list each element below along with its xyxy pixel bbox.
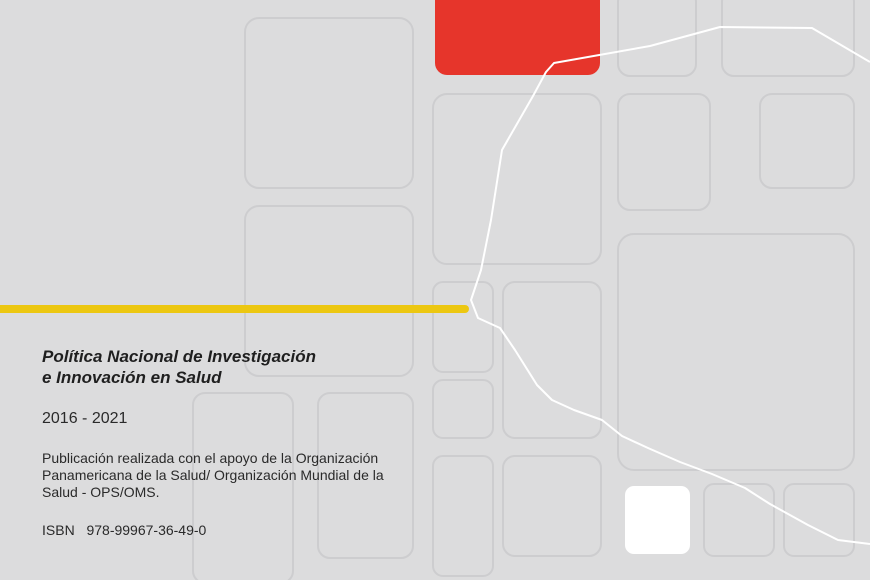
title-line-2: e Innovación en Salud bbox=[42, 368, 222, 387]
document-title bbox=[42, 346, 482, 388]
support-line-2: Panamericana de la Salud/ Organización Mundial de la bbox=[42, 467, 384, 483]
white-path-line bbox=[471, 27, 870, 544]
tile-outline bbox=[433, 94, 601, 264]
period-years: 2016 - 2021 bbox=[42, 410, 128, 427]
cover-text-block bbox=[42, 346, 482, 538]
title-line-1: Política Nacional de Investigación bbox=[42, 347, 316, 366]
support-line-1: Publicación realizada con el apoyo de la Organización bbox=[42, 450, 379, 466]
support-line-3: Salud - OPS/OMS. bbox=[42, 484, 160, 500]
red-accent-block bbox=[435, 0, 600, 75]
support-note bbox=[42, 450, 482, 501]
tile-outline bbox=[245, 18, 413, 188]
tile-outline bbox=[722, 0, 854, 76]
tile-outline bbox=[784, 484, 854, 556]
white-accent-block bbox=[625, 486, 690, 554]
tile-outline bbox=[503, 456, 601, 556]
tile-outline bbox=[760, 94, 854, 188]
tile-outline bbox=[618, 0, 696, 76]
tile-outline bbox=[618, 94, 710, 210]
tile-outline bbox=[704, 484, 774, 556]
tile-outline bbox=[618, 234, 854, 470]
isbn-number: ISBN 978-99967-36-49-0 bbox=[42, 522, 207, 538]
